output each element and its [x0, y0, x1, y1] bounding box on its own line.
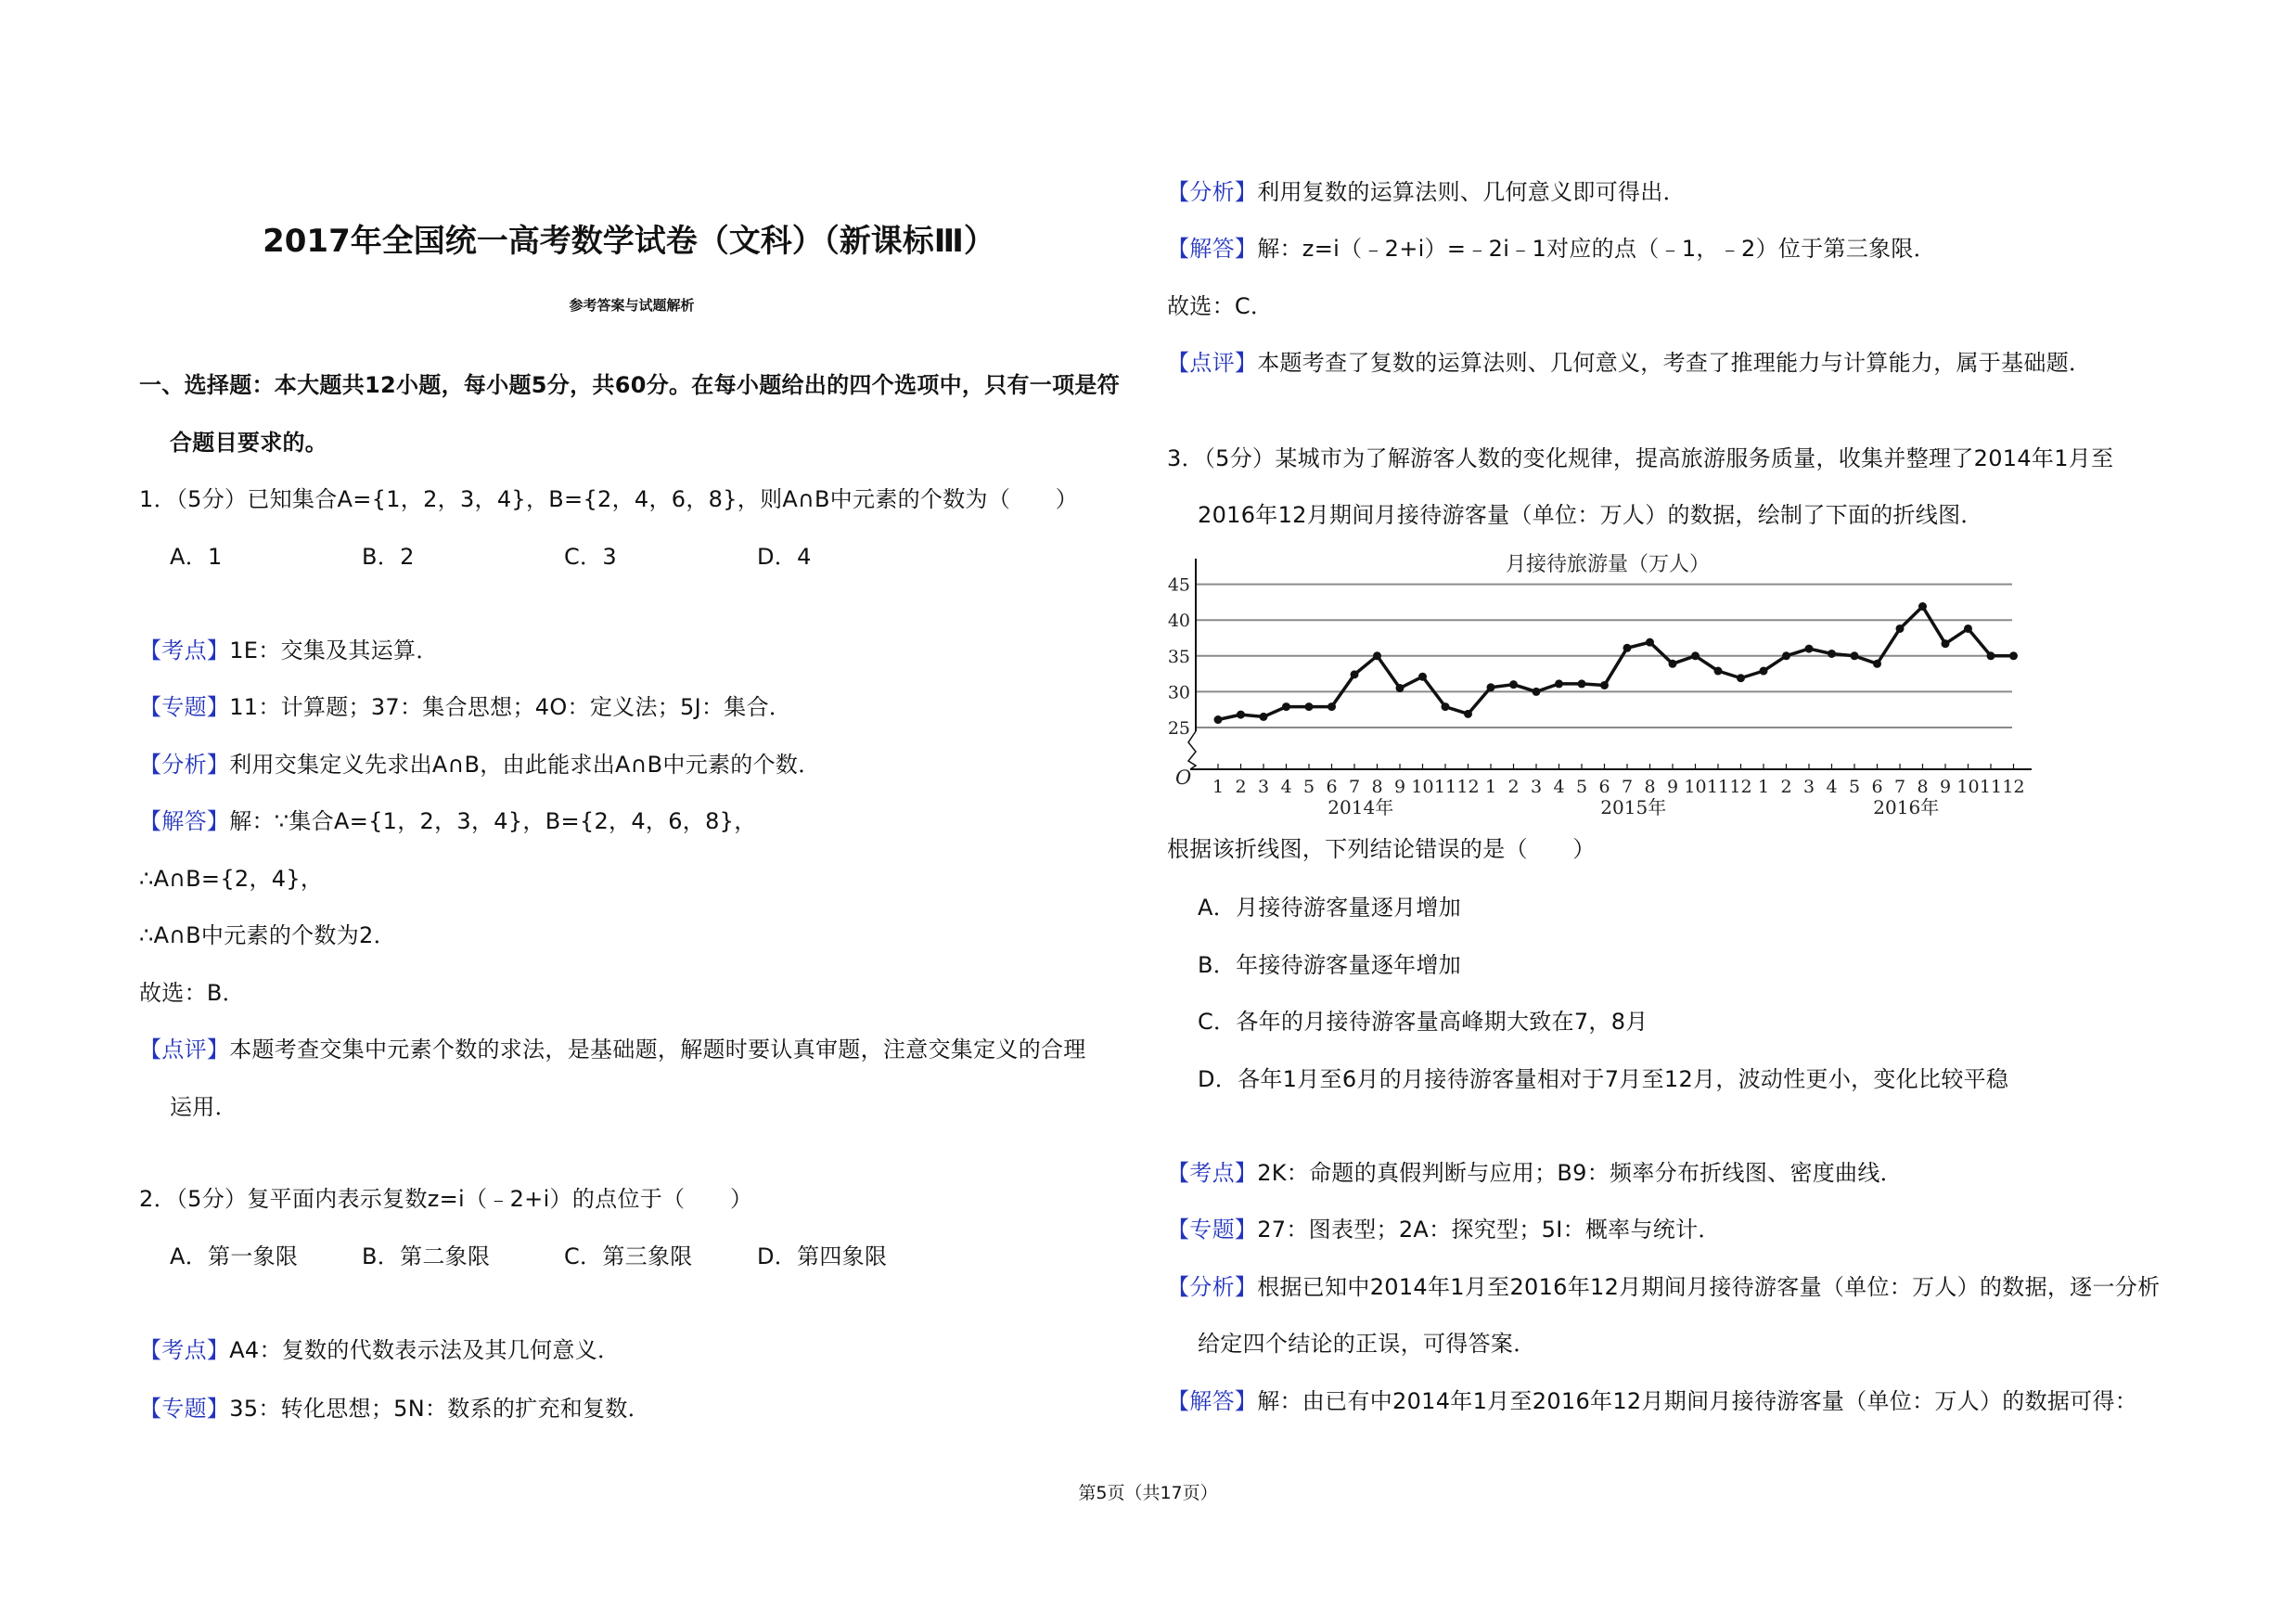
x-tick-label: 4: [1553, 777, 1565, 797]
x-tick-label: 1: [1212, 777, 1225, 797]
jieda-label: 【解答】: [1167, 236, 1258, 262]
x-tick-label: 8: [1917, 777, 1929, 797]
section-heading: 一、选择题：本大题共12小题，每小题5分，共60分。在每小题给出的四个选项中，只有一项是符: [139, 372, 1120, 398]
x-tick-label: 3: [1802, 777, 1815, 797]
x-tick-label: 6: [1326, 777, 1338, 797]
x-tick-label: 1: [1484, 777, 1497, 797]
q2-option-b: B．第二象限: [362, 1243, 491, 1269]
q3-option-d: D．各年1月至6月的月接待游客量相对于7月至12月，波动性更小，变化比较平稳: [1198, 1066, 2009, 1092]
jieda-label: 【解答】: [1167, 1388, 1258, 1414]
x-tick-label: 9: [1666, 777, 1679, 797]
x-tick-label: 5: [1848, 777, 1861, 797]
data-point: [1282, 702, 1290, 711]
data-point: [1578, 679, 1586, 688]
q1-jieda-line: ∴A∩B中元素的个数为2．: [139, 922, 396, 948]
data-point: [1464, 710, 1472, 718]
data-point: [2009, 651, 2018, 660]
q1-jieda-line: ∴A∩B={2，4}，: [139, 866, 324, 892]
y-tick-label: 25: [1167, 718, 1190, 739]
q1-option-a: A．1: [170, 544, 223, 570]
fenxi-label: 【分析】: [1167, 1274, 1258, 1300]
data-point: [1851, 651, 1859, 660]
q1-option-b: B．2: [362, 544, 415, 570]
data-point: [1828, 650, 1836, 658]
data-point: [1714, 667, 1723, 676]
data-point: [1873, 660, 1881, 668]
q2-answer: 故选：C．: [1167, 293, 1274, 319]
data-point: [1964, 625, 1972, 633]
data-point: [1418, 673, 1427, 681]
x-tick-label: 10: [1956, 777, 1980, 797]
data-point: [1942, 639, 1950, 648]
data-point: [1782, 651, 1790, 660]
q2-kaodian: 【考点】A4：复数的代数表示法及其几何意义．: [139, 1337, 621, 1363]
x-tick-label: 6: [1871, 777, 1883, 797]
q2-option-d: D．第四象限: [757, 1243, 888, 1269]
x-tick-label: 6: [1598, 777, 1610, 797]
x-tick-label: 9: [1393, 777, 1406, 797]
data-point: [1600, 681, 1609, 689]
page-footer: 第5页（共17页）: [1078, 1483, 1218, 1503]
zhuanti-label: 【专题】: [1167, 1217, 1258, 1243]
data-line: [1218, 607, 2014, 720]
q2-stem: 2．（5分）复平面内表示复数z=i（﹣2+i）的点位于（ ）: [139, 1186, 753, 1212]
x-tick-label: 8: [1644, 777, 1656, 797]
x-tick-label: 4: [1826, 777, 1838, 797]
x-tick-label: 12: [2002, 777, 2025, 797]
document-subtitle: 参考答案与试题解析: [569, 297, 695, 314]
q2-zhuanti: 【专题】35：转化思想；5N：数系的扩充和复数．: [139, 1396, 650, 1422]
kaodian-label: 【考点】: [1167, 1160, 1258, 1186]
x-tick-label: 5: [1575, 777, 1588, 797]
q1-kaodian: 【考点】1E：交集及其运算．: [139, 638, 439, 663]
x-tick-label: 9: [1939, 777, 1952, 797]
data-point: [1669, 660, 1677, 668]
x-tick-label: 2: [1507, 777, 1520, 797]
data-point: [1805, 645, 1814, 653]
q3-kaodian: 【考点】2K：命题的真假判断与应用；B9：频率分布折线图、密度曲线．: [1167, 1160, 1903, 1186]
zhuanti-label: 【专题】: [139, 1396, 230, 1422]
data-point: [1260, 713, 1268, 721]
data-point: [1442, 702, 1450, 711]
dianping-label: 【点评】: [1167, 350, 1258, 376]
x-tick-label: 10: [1411, 777, 1434, 797]
q3-option-c: C．各年的月接待游客量高峰期大致在7，8月: [1198, 1009, 1648, 1035]
q3-zhuanti: 【专题】27：图表型；2A：探究型；5I：概率与统计．: [1167, 1217, 1721, 1243]
fenxi-label: 【分析】: [1167, 179, 1258, 205]
x-tick-label: 4: [1280, 777, 1292, 797]
q2-dianping: 【点评】本题考查了复数的运算法则、几何意义，考查了推理能力与计算能力，属于基础题．: [1167, 350, 2092, 376]
q3-jieda: 【解答】解：由已有中2014年1月至2016年12月期间月接待游客量（单位：万人）的数据可得：: [1167, 1388, 2138, 1414]
data-point: [1396, 684, 1405, 692]
q3-fenxi-cont: 给定四个结论的正误，可得答案．: [1198, 1331, 1536, 1357]
data-point: [1896, 625, 1905, 633]
x-tick-label: 5: [1302, 777, 1315, 797]
q3-fenxi: 【分析】根据已知中2014年1月至2016年12月期间月接待游客量（单位：万人）的数据，逐一分析: [1167, 1274, 2161, 1300]
origin-label: O: [1175, 766, 1192, 789]
q1-answer: 故选：B．: [139, 980, 245, 1006]
fenxi-label: 【分析】: [139, 752, 230, 778]
y-tick-label: 45: [1167, 574, 1190, 596]
q2-jieda: 【解答】解：z=i（﹣2+i）=﹣2i﹣1对应的点（﹣1，﹣2）位于第三象限．: [1167, 236, 1936, 262]
data-point: [1918, 602, 1927, 611]
q1-zhuanti: 【专题】11：计算题；37：集合思想；4O：定义法；5J：集合．: [139, 694, 792, 720]
year-group-label: 2015年: [1600, 796, 1667, 818]
q3-option-a: A．月接待游客量逐月增加: [1198, 895, 1462, 921]
y-tick-label: 35: [1167, 646, 1190, 667]
x-tick-label: 7: [1621, 777, 1634, 797]
data-point: [1305, 702, 1314, 711]
x-tick-label: 12: [1456, 777, 1480, 797]
x-tick-label: 2: [1235, 777, 1247, 797]
x-tick-label: 3: [1530, 777, 1543, 797]
q2-fenxi: 【分析】利用复数的运算法则、几何意义即可得出．: [1167, 179, 1686, 205]
data-point: [1987, 651, 1995, 660]
data-point: [1373, 651, 1381, 660]
dianping-label: 【点评】: [139, 1037, 230, 1063]
section-heading-cont: 合题目要求的。: [170, 430, 328, 456]
data-point: [1351, 670, 1359, 678]
q1-dianping: 【点评】本题考查交集中元素个数的求法，是基础题，解题时要认真审题，注意交集定义的合理: [139, 1037, 1086, 1063]
data-point: [1214, 715, 1223, 724]
chart-title: 月接待旅游量（万人）: [1505, 553, 1711, 576]
x-tick-label: 7: [1893, 777, 1906, 797]
q3-stem: 3．（5分）某城市为了解游客人数的变化规律，提高旅游服务质量，收集并整理了2014年1月至: [1167, 445, 2114, 471]
data-point: [1237, 711, 1245, 719]
q3-question: 根据该折线图，下列结论错误的是（ ）: [1167, 836, 1596, 862]
data-point: [1328, 702, 1336, 711]
q3-option-b: B．年接待游客量逐年增加: [1198, 952, 1462, 978]
kaodian-label: 【考点】: [139, 1337, 230, 1363]
q1-option-d: D．4: [757, 544, 812, 570]
q1-fenxi: 【分析】利用交集定义先求出A∩B，由此能求出A∩B中元素的个数．: [139, 752, 821, 778]
x-tick-label: 12: [1729, 777, 1752, 797]
q1-stem: 1．（5分）已知集合A={1，2，3，4}，B={2，4，6，8}，则A∩B中元素的个数为（ ）: [139, 486, 1079, 512]
x-tick-label: 8: [1371, 777, 1383, 797]
data-point: [1533, 688, 1541, 696]
document-title: 2017年全国统一高考数学试卷（文科）（新课标Ⅲ）: [263, 223, 995, 260]
q2-option-a: A．第一象限: [170, 1243, 299, 1269]
year-group-label: 2016年: [1873, 796, 1940, 818]
jieda-label: 【解答】: [139, 808, 230, 834]
data-point: [1487, 683, 1495, 691]
q3-stem-cont: 2016年12月期间月接待游客量（单位：万人）的数据，绘制了下面的折线图．: [1198, 502, 1983, 528]
q1-jieda: 【解答】解：∵集合A={1，2，3，4}，B={2，4，6，8}，: [139, 808, 757, 834]
x-tick-label: 1: [1757, 777, 1770, 797]
x-tick-label: 3: [1257, 777, 1270, 797]
data-point: [1509, 680, 1518, 689]
y-tick-label: 30: [1167, 682, 1190, 703]
q1-option-c: C．3: [564, 544, 617, 570]
data-point: [1623, 644, 1632, 652]
x-tick-label: 10: [1684, 777, 1707, 797]
q1-dianping-cont: 运用．: [170, 1094, 237, 1120]
data-point: [1555, 679, 1563, 688]
zhuanti-label: 【专题】: [139, 694, 230, 720]
year-group-label: 2014年: [1328, 796, 1394, 818]
x-tick-label: 2: [1780, 777, 1792, 797]
x-tick-label: 7: [1348, 777, 1361, 797]
line-chart: [1164, 547, 2046, 826]
data-point: [1760, 667, 1768, 676]
x-tick-label: 11: [1706, 777, 1730, 797]
kaodian-label: 【考点】: [139, 638, 230, 663]
x-tick-label: 11: [1433, 777, 1457, 797]
y-tick-label: 40: [1167, 611, 1190, 632]
x-tick-label: 11: [1979, 777, 2003, 797]
data-point: [1691, 651, 1700, 660]
data-point: [1646, 638, 1654, 647]
data-point: [1737, 674, 1745, 682]
q2-option-c: C．第三象限: [564, 1243, 693, 1269]
